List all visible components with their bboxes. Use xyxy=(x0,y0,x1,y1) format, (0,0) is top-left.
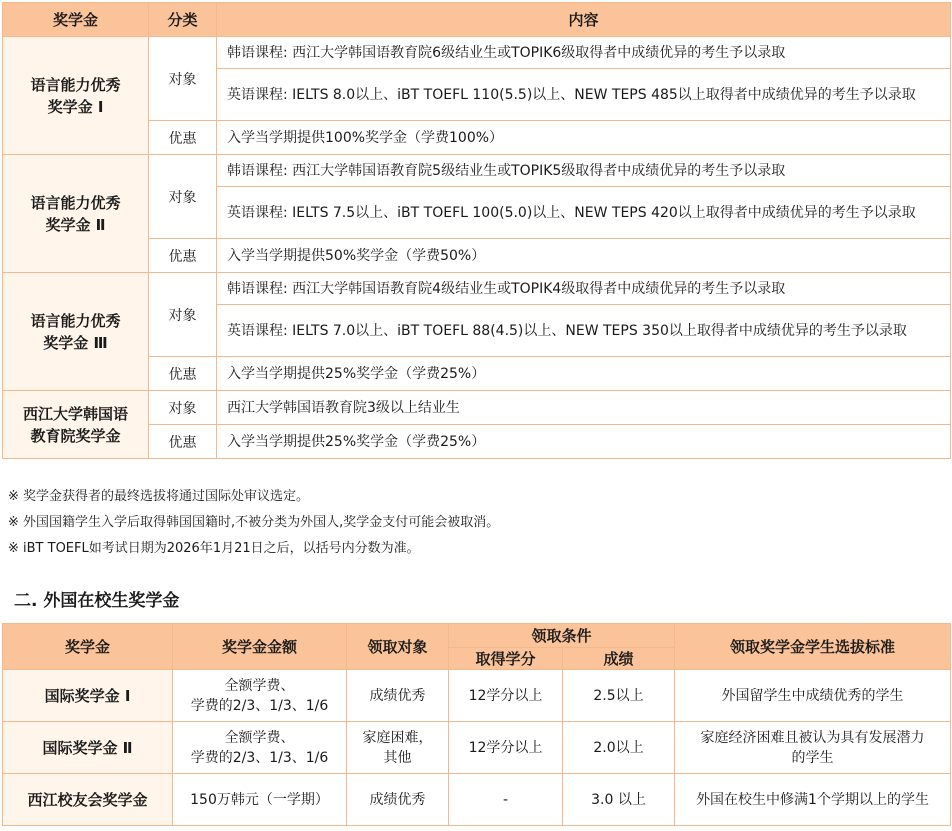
target-text: 西江大学韩国语教育院3级以上结业生 xyxy=(217,391,951,425)
amount-cell: 全额学费、 学费的2/3、1/3、1/6 xyxy=(173,722,347,774)
grade-cell: 3.0 以上 xyxy=(563,774,675,826)
grade-cell: 2.0以上 xyxy=(563,722,675,774)
credits-cell: - xyxy=(449,774,563,826)
amount-cell: 全额学费、 学费的2/3、1/3、1/6 xyxy=(173,670,347,722)
scholarship-name-cell: 西江大学韩国语 教育院奖学金 xyxy=(3,391,149,459)
credits-cell: 12学分以上 xyxy=(449,722,563,774)
benefit-text: 入学当学期提供25%奖学金（学费25%） xyxy=(217,357,951,391)
benefit-label: 优惠 xyxy=(149,425,217,459)
table-header-row xyxy=(3,624,951,648)
scholarship-name: 国际奖学金 Ⅰ xyxy=(3,670,173,722)
header-target: 领取对象 xyxy=(347,624,449,670)
table-row xyxy=(3,774,951,826)
header-scholarship: 奖学金 xyxy=(3,3,149,37)
table-row xyxy=(3,37,951,69)
header-grade: 成绩 xyxy=(563,648,675,670)
note-item: ※ 外国国籍学生入学后取得韩国国籍时,不被分类为外国人,奖学金支付可能会被取消。 xyxy=(8,515,500,530)
target-cell: 成绩优秀 xyxy=(347,670,449,722)
benefit-label: 优惠 xyxy=(149,121,217,155)
header-content: 内容 xyxy=(217,3,951,37)
scholarship-name: 国际奖学金 Ⅱ xyxy=(3,722,173,774)
benefit-text: 入学当学期提供100%奖学金（学费100%） xyxy=(217,121,951,155)
target-label: 对象 xyxy=(149,37,217,121)
target-label: 对象 xyxy=(149,391,217,425)
criteria-cell: 家庭经济困难且被认为具有发展潜力 的学生 xyxy=(675,722,951,774)
table-row xyxy=(3,391,951,425)
scholarship-name: 西江校友会奖学金 xyxy=(3,774,173,826)
header-conditions: 领取条件 xyxy=(449,624,675,648)
header-credits: 取得学分 xyxy=(449,648,563,670)
criteria-cell: 外国留学生中成绩优秀的学生 xyxy=(675,670,951,722)
benefit-text: 入学当学期提供50%奖学金（学费50%） xyxy=(217,239,951,273)
header-category: 分类 xyxy=(149,3,217,37)
credits-cell: 12学分以上 xyxy=(449,670,563,722)
amount-cell: 150万韩元（一学期） xyxy=(173,774,347,826)
korean-course-requirement: 韩语课程: 西江大学韩国语教育院6级结业生或TOPIK6级取得者中成绩优异的考生予以录取 xyxy=(217,37,951,69)
criteria-cell: 外国在校生中修满1个学期以上的学生 xyxy=(675,774,951,826)
english-course-requirement: 英语课程: IELTS 7.0以上、iBT TOEFL 88(4.5)以上、NEW TEPS 350以上取得者中成绩优异的考生予以录取 xyxy=(217,305,951,357)
notes-list xyxy=(8,484,499,562)
korean-course-requirement: 韩语课程: 西江大学韩国语教育院4级结业生或TOPIK4级取得者中成绩优异的考生予以录取 xyxy=(217,273,951,305)
target-cell: 成绩优秀 xyxy=(347,774,449,826)
scholarship-name-cell: 语言能力优秀 奖学金 Ⅲ xyxy=(3,273,149,391)
target-label: 对象 xyxy=(149,273,217,357)
target-label: 对象 xyxy=(149,155,217,239)
language-scholarship-table xyxy=(2,2,951,459)
header-amount: 奖学金金额 xyxy=(173,624,347,670)
english-course-requirement: 英语课程: IELTS 8.0以上、iBT TOEFL 110(5.5)以上、NEW TEPS 485以上取得者中成绩优异的考生予以录取 xyxy=(217,69,951,121)
header-scholarship: 奖学金 xyxy=(3,624,173,670)
enrolled-student-scholarship-table xyxy=(2,623,951,826)
note-item: ※ 奖学金获得者的最终选拔将通过国际处审议选定。 xyxy=(8,489,310,504)
benefit-text: 入学当学期提供25%奖学金（学费25%） xyxy=(217,425,951,459)
table-header-row xyxy=(3,3,951,37)
scholarship-name-cell: 语言能力优秀 奖学金 Ⅰ xyxy=(3,37,149,155)
table-row xyxy=(3,273,951,305)
table-row xyxy=(3,670,951,722)
benefit-label: 优惠 xyxy=(149,357,217,391)
note-item: ※ iBT TOEFL如考试日期为2026年1月21日之后，以括号内分数为准。 xyxy=(8,541,420,556)
korean-course-requirement: 韩语课程: 西江大学韩国语教育院5级结业生或TOPIK5级取得者中成绩优异的考生予以录取 xyxy=(217,155,951,187)
benefit-label: 优惠 xyxy=(149,239,217,273)
section-title: 二. 外国在校生奖学金 xyxy=(14,591,180,611)
grade-cell: 2.5以上 xyxy=(563,670,675,722)
english-course-requirement: 英语课程: IELTS 7.5以上、iBT TOEFL 100(5.0)以上、NEW TEPS 420以上取得者中成绩优异的考生予以录取 xyxy=(217,187,951,239)
table-row xyxy=(3,722,951,774)
scholarship-name-cell: 语言能力优秀 奖学金 Ⅱ xyxy=(3,155,149,273)
table-row xyxy=(3,155,951,187)
target-cell: 家庭困难， 其他 xyxy=(347,722,449,774)
header-criteria: 领取奖学金学生选拔标准 xyxy=(675,624,951,670)
